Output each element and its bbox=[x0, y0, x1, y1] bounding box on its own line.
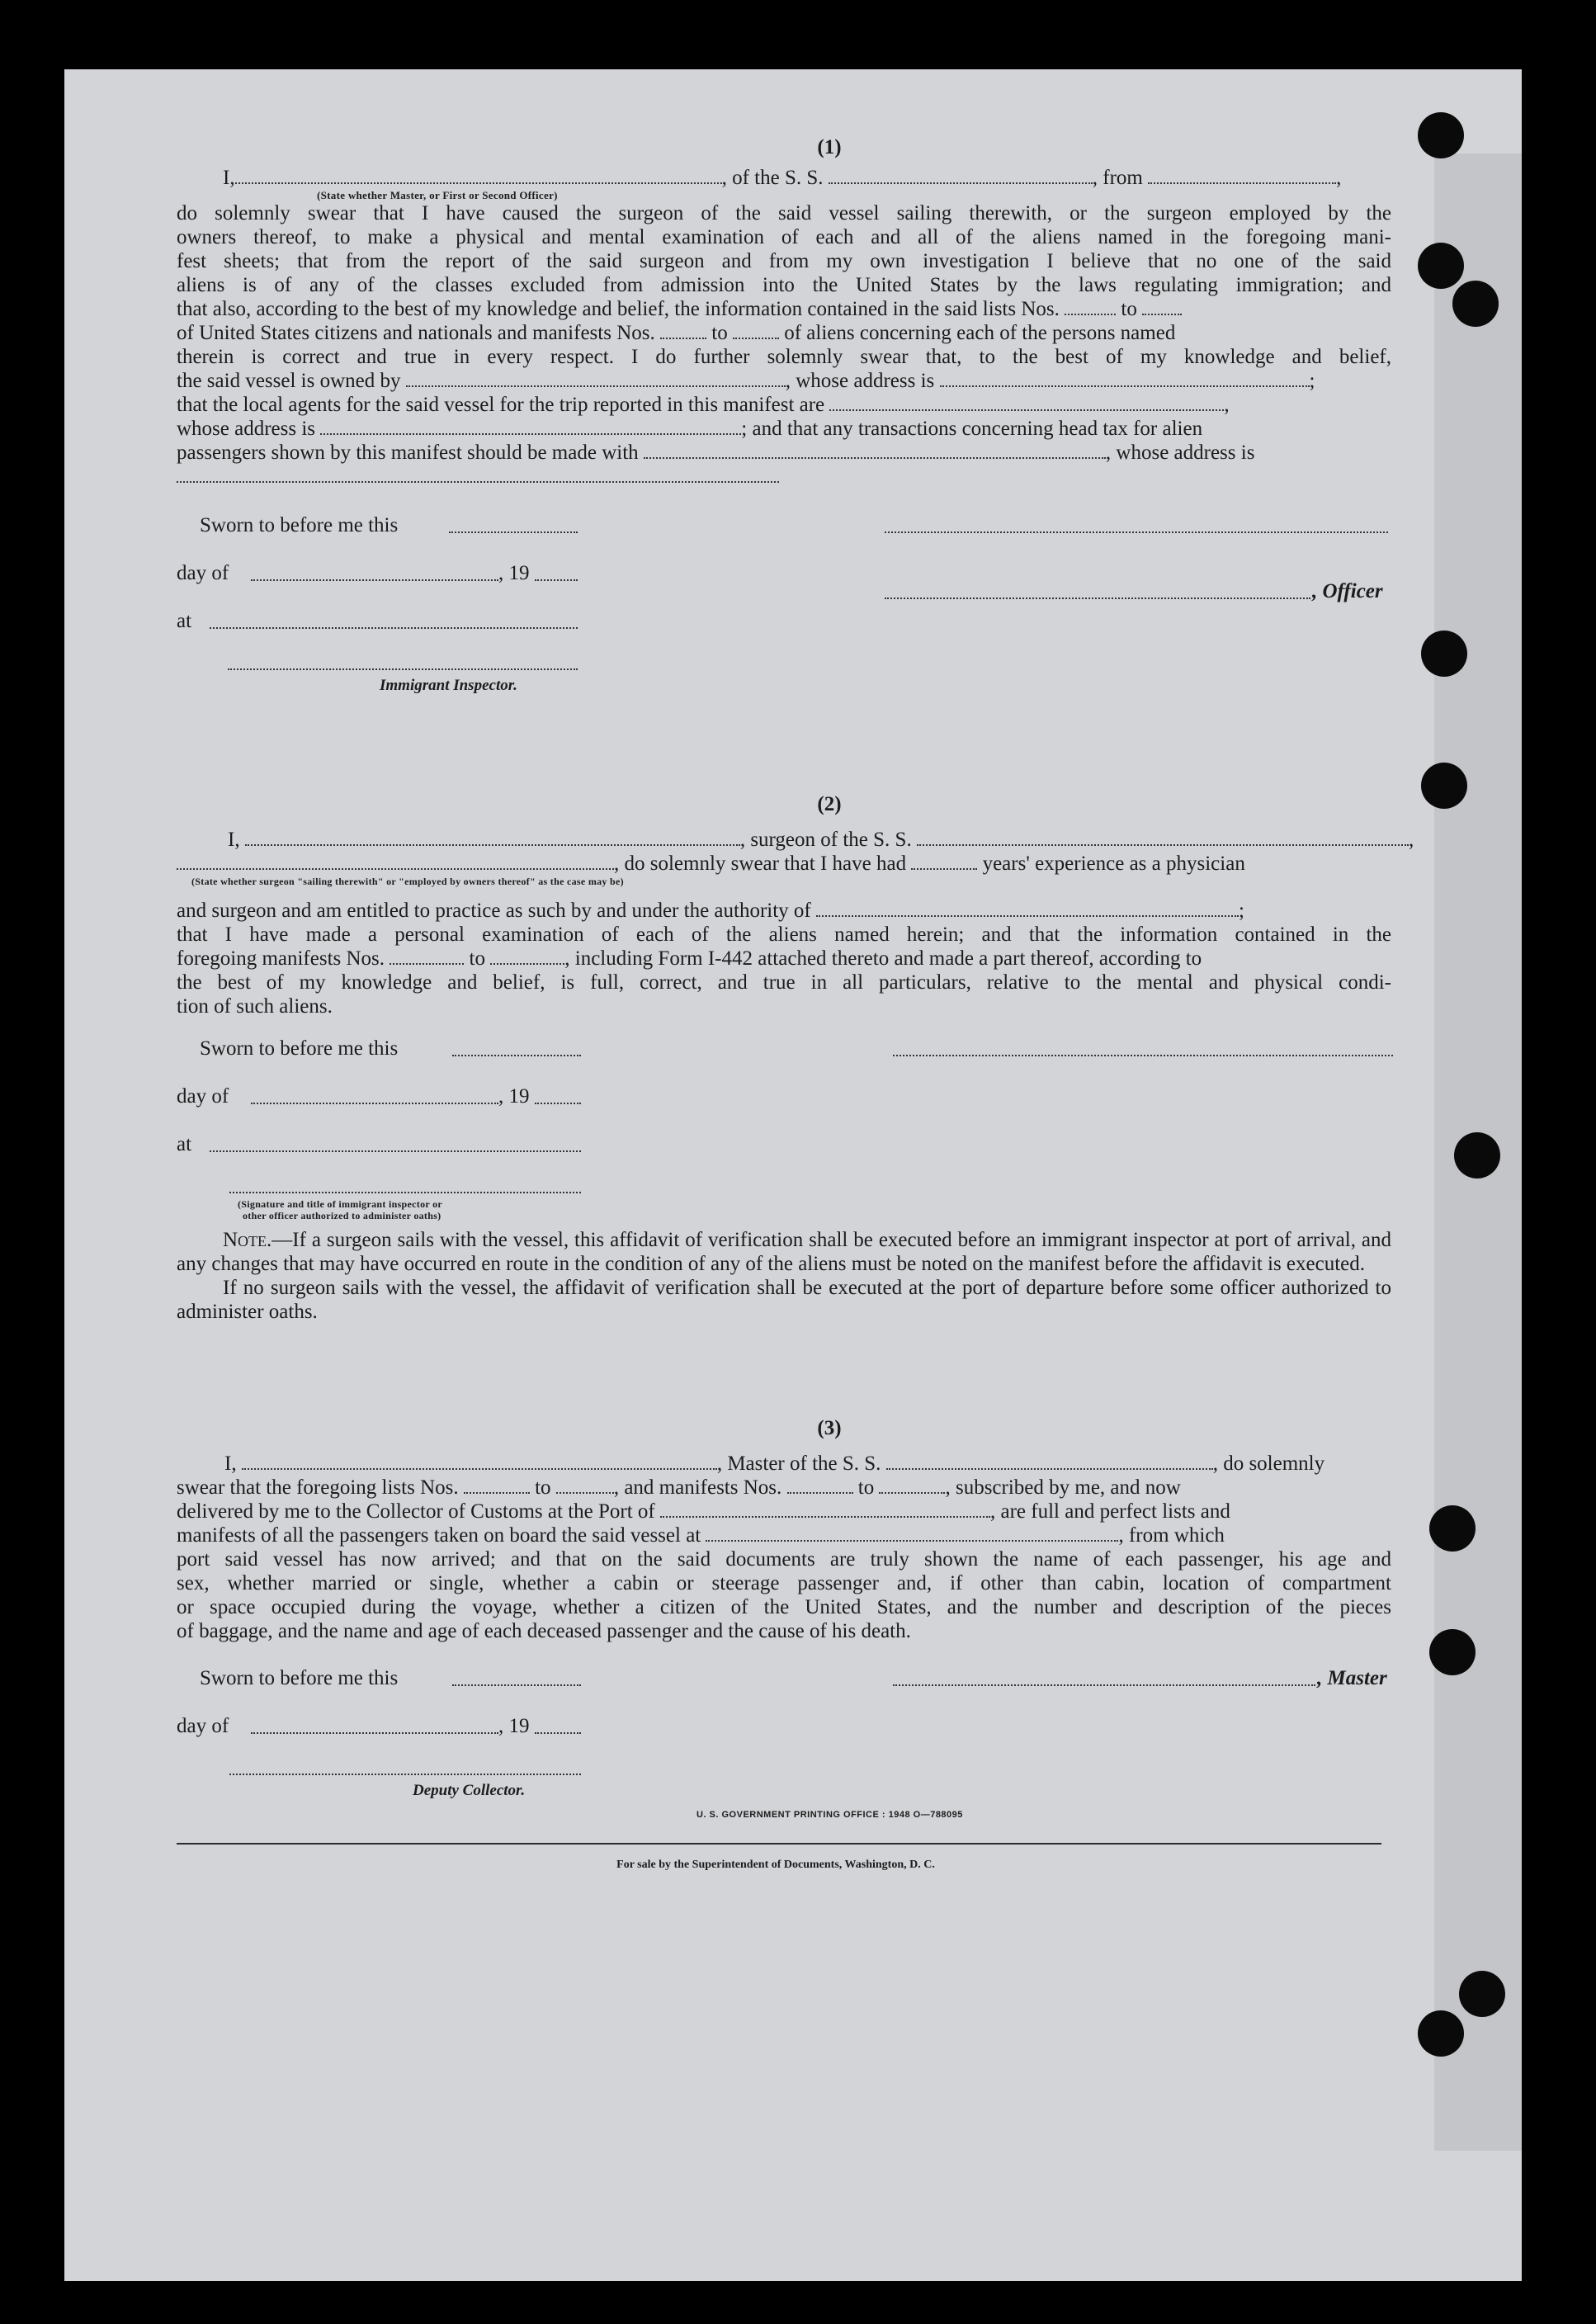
lists-to-field[interactable] bbox=[556, 1477, 614, 1494]
port-field[interactable] bbox=[660, 1501, 990, 1518]
surgeon-vessel-field[interactable] bbox=[917, 829, 1409, 846]
lists-from-field[interactable] bbox=[1065, 299, 1116, 315]
sworn-day-field[interactable] bbox=[452, 1040, 581, 1056]
punch-hole bbox=[1429, 1629, 1476, 1675]
at-label: at bbox=[177, 1133, 192, 1155]
surgeon-status-field[interactable] bbox=[177, 853, 614, 870]
punch-hole bbox=[1418, 112, 1464, 158]
body-line: that I have made a personal examination of each of the aliens named herein; and that the information contained in the bbox=[177, 923, 1391, 946]
punch-hole bbox=[1418, 2010, 1464, 2057]
foregoing-line: foregoing manifests Nos. to , including Form I-442 attached thereto and made a part thereof, according to bbox=[177, 947, 1202, 970]
citizens-line: of United States citizens and nationals and manifests Nos. to of aliens concerning each of the persons named bbox=[177, 322, 1176, 344]
sworn-row bbox=[177, 1666, 1391, 1714]
delivered-line: delivered by me to the Collector of Customs at the Port of , are full and perfect lists and bbox=[177, 1500, 1230, 1523]
day-of-label: day of bbox=[177, 1085, 229, 1108]
lists-to-field[interactable] bbox=[1142, 299, 1182, 315]
passengers-line: passengers shown by this manifest should be made with , whose address is bbox=[177, 442, 1255, 464]
officer-title-field[interactable] bbox=[885, 583, 1310, 599]
body-line: of baggage, and the name and age of each deceased passenger and the cause of his death. bbox=[177, 1620, 911, 1642]
form-content bbox=[177, 135, 1414, 1877]
vessel-name-field[interactable] bbox=[829, 168, 1093, 184]
practice-line: and surgeon and am entitled to practice as such by and under the authority of ; bbox=[177, 900, 1244, 922]
section-number: (1) bbox=[817, 136, 842, 158]
at-row bbox=[177, 609, 1391, 657]
note-label: Note. bbox=[223, 1229, 272, 1251]
inspector-signature-field[interactable] bbox=[229, 1177, 581, 1193]
punch-hole bbox=[1421, 763, 1467, 809]
manifests-from-field[interactable] bbox=[660, 323, 706, 339]
officer-caption: (State whether Master, or First or Second Officer) bbox=[317, 189, 558, 201]
sworn-label: Sworn to before me this bbox=[200, 1037, 399, 1060]
deputy-block bbox=[177, 1762, 1391, 1803]
punch-hole bbox=[1421, 631, 1467, 677]
deputy-label: Deputy Collector. bbox=[413, 1782, 526, 1799]
for-sale-line: For sale by the Superintendent of Documents, Washington, D. C. bbox=[616, 1859, 935, 1871]
authority-field[interactable] bbox=[816, 900, 1239, 917]
note-paragraph bbox=[177, 1228, 1391, 1276]
punch-hole bbox=[1418, 243, 1464, 289]
sworn-label: Sworn to before me this bbox=[200, 1667, 399, 1689]
printing-office: U. S. GOVERNMENT PRINTING OFFICE : 1948 O—788095 bbox=[696, 1810, 963, 1820]
surgeon-caption: (State whether surgeon "sailing therewith" or "employed by owners thereof" as the case may be) bbox=[191, 876, 624, 887]
agents-field[interactable] bbox=[829, 394, 1224, 411]
day-row: day of , 19 bbox=[177, 1714, 1391, 1762]
body-line: tion of such aliens. bbox=[177, 995, 333, 1018]
body-line: or space occupied during the voyage, whether a citizen of the United States, and the number and description of the pieces bbox=[177, 1596, 1391, 1618]
surgeon-line: I, , surgeon of the S. S. , bbox=[228, 829, 1414, 851]
inspector-sig-block bbox=[177, 1180, 1391, 1223]
years-field[interactable] bbox=[911, 853, 977, 870]
punch-hole bbox=[1454, 1132, 1500, 1179]
day-row: day of , 19 bbox=[177, 1084, 1391, 1132]
owner-line: the said vessel is owned by , whose address is ; bbox=[177, 370, 1315, 392]
body-line: fest sheets; that from the report of the said surgeon and from my own investigation I believe that no one of the said bbox=[177, 250, 1391, 272]
boarding-port-field[interactable] bbox=[706, 1525, 1118, 1542]
manifests-to-field[interactable] bbox=[733, 323, 779, 339]
master-name-field[interactable] bbox=[242, 1453, 717, 1470]
sig-caption: other officer authorized to administer oaths) bbox=[243, 1210, 441, 1221]
sworn-row bbox=[177, 513, 1391, 561]
year-field[interactable] bbox=[535, 1088, 581, 1104]
at-label: at bbox=[177, 610, 192, 632]
surgeon-manifest-from-field[interactable] bbox=[390, 948, 464, 965]
sig-caption: (Signature and title of immigrant inspector or bbox=[238, 1198, 443, 1210]
month-field[interactable] bbox=[251, 564, 498, 581]
surgeon-manifest-to-field[interactable] bbox=[490, 948, 564, 965]
note-paragraph-2: If no surgeon sails with the vessel, the affidavit of verification shall be executed at the port of departure before some officer authorized to administer oaths. bbox=[177, 1277, 1391, 1323]
officer-signature-field[interactable] bbox=[885, 517, 1388, 533]
whose-address-line: whose address is ; and that any transactions concerning head tax for alien bbox=[177, 418, 1203, 440]
manifests-from-field[interactable] bbox=[787, 1477, 853, 1494]
officer-line: I, , of the S. S. , from , bbox=[223, 167, 1342, 189]
body-line: aliens is of any of the classes excluded from admission into the United States by the laws regulating immigration; and bbox=[177, 274, 1391, 296]
body-line: port said vessel has now arrived; and that on the said documents are truly shown the name of each passenger, his age and bbox=[177, 1548, 1391, 1571]
section-number: (2) bbox=[817, 793, 842, 815]
at-row bbox=[177, 1132, 1391, 1180]
body-line: the best of my knowledge and belief, is full, correct, and true in all particulars, relative to the mental and physical condi- bbox=[177, 971, 1391, 994]
at-place-field[interactable] bbox=[210, 612, 578, 629]
month-field[interactable] bbox=[251, 1717, 498, 1734]
imprint-block bbox=[177, 1803, 1391, 1853]
head-tax-address-field[interactable] bbox=[177, 466, 779, 483]
body-line: owners thereof, to make a physical and mental examination of each and all of the aliens named in the foregoing mani- bbox=[177, 226, 1391, 248]
manifests-line: manifests of all the passengers taken on board the said vessel at , from which bbox=[177, 1524, 1225, 1547]
deputy-signature-field[interactable] bbox=[229, 1759, 581, 1775]
note-text: —If a surgeon sails with the vessel, this affidavit of verification shall be executed before an immigrant inspector at port of arrival, and any changes that may have occurred en route in the condition of any of the aliens must be noted on the manifest before the affidavit is executed. bbox=[177, 1229, 1391, 1275]
lists-nos-line: that also, according to the best of my knowledge and belief, the information contained in the said lists Nos. to bbox=[177, 297, 1391, 321]
agents-address-field[interactable] bbox=[320, 418, 741, 435]
month-field[interactable] bbox=[251, 1088, 498, 1104]
punch-hole bbox=[1452, 281, 1499, 327]
address-continue-line bbox=[177, 465, 1391, 489]
inspector-block bbox=[177, 657, 1391, 706]
experience-line: , do solemnly swear that I have had years' experience as a physician bbox=[177, 852, 1391, 876]
day-of-label: day of bbox=[177, 562, 229, 584]
body-line: therein is correct and true in every respect. I do further solemnly swear that, to the best of my knowledge and belief, bbox=[177, 346, 1391, 368]
inspector-signature-field[interactable] bbox=[228, 654, 578, 670]
document-page bbox=[64, 69, 1522, 2281]
year-field[interactable] bbox=[535, 564, 578, 581]
punch-hole bbox=[1429, 1505, 1476, 1552]
year-field[interactable] bbox=[535, 1717, 581, 1734]
body-line: do solemnly swear that I have caused the surgeon of the said vessel sailing therewith, or the surgeon employed by the bbox=[177, 202, 1391, 224]
lists-from-field[interactable] bbox=[464, 1477, 530, 1494]
owner-address-field[interactable] bbox=[940, 371, 1310, 387]
master-signature-field[interactable] bbox=[893, 1670, 1315, 1686]
sworn-label: Sworn to before me this bbox=[200, 514, 399, 536]
sworn-row bbox=[177, 1037, 1391, 1084]
master-label: , Master bbox=[1317, 1667, 1387, 1689]
lists-line: swear that the foregoing lists Nos. to , and manifests Nos. to , subscribed by me, and now bbox=[177, 1476, 1181, 1499]
owner-field[interactable] bbox=[406, 371, 786, 387]
inspector-label: Immigrant Inspector. bbox=[380, 677, 517, 694]
head-tax-agent-field[interactable] bbox=[644, 442, 1106, 459]
master-vessel-field[interactable] bbox=[886, 1453, 1213, 1470]
manifests-to-field[interactable] bbox=[879, 1477, 945, 1494]
master-line: I, , Master of the S. S. , do solemnly bbox=[224, 1452, 1325, 1475]
from-port-field[interactable] bbox=[1148, 168, 1336, 184]
at-place-field[interactable] bbox=[210, 1136, 581, 1152]
surgeon-signature-field[interactable] bbox=[893, 1040, 1393, 1056]
punch-hole bbox=[1459, 1971, 1505, 2017]
sworn-day-field[interactable] bbox=[452, 1670, 581, 1686]
officer-label: , Officer bbox=[1312, 580, 1383, 602]
footer-rule bbox=[177, 1843, 1381, 1845]
surgeon-name-field[interactable] bbox=[245, 829, 740, 846]
sworn-day-field[interactable] bbox=[449, 517, 578, 533]
officer-name-field[interactable] bbox=[235, 168, 722, 184]
agents-line: that the local agents for the said vessel for the trip reported in this manifest are , bbox=[177, 394, 1230, 416]
day-of-label: day of bbox=[177, 1715, 229, 1737]
body-line: sex, whether married or single, whether a cabin or steerage passenger and, if other than cabin, location of compartment bbox=[177, 1572, 1391, 1594]
section-number: (3) bbox=[817, 1417, 842, 1439]
day-row: day of , 19 , Officer bbox=[177, 562, 1383, 602]
